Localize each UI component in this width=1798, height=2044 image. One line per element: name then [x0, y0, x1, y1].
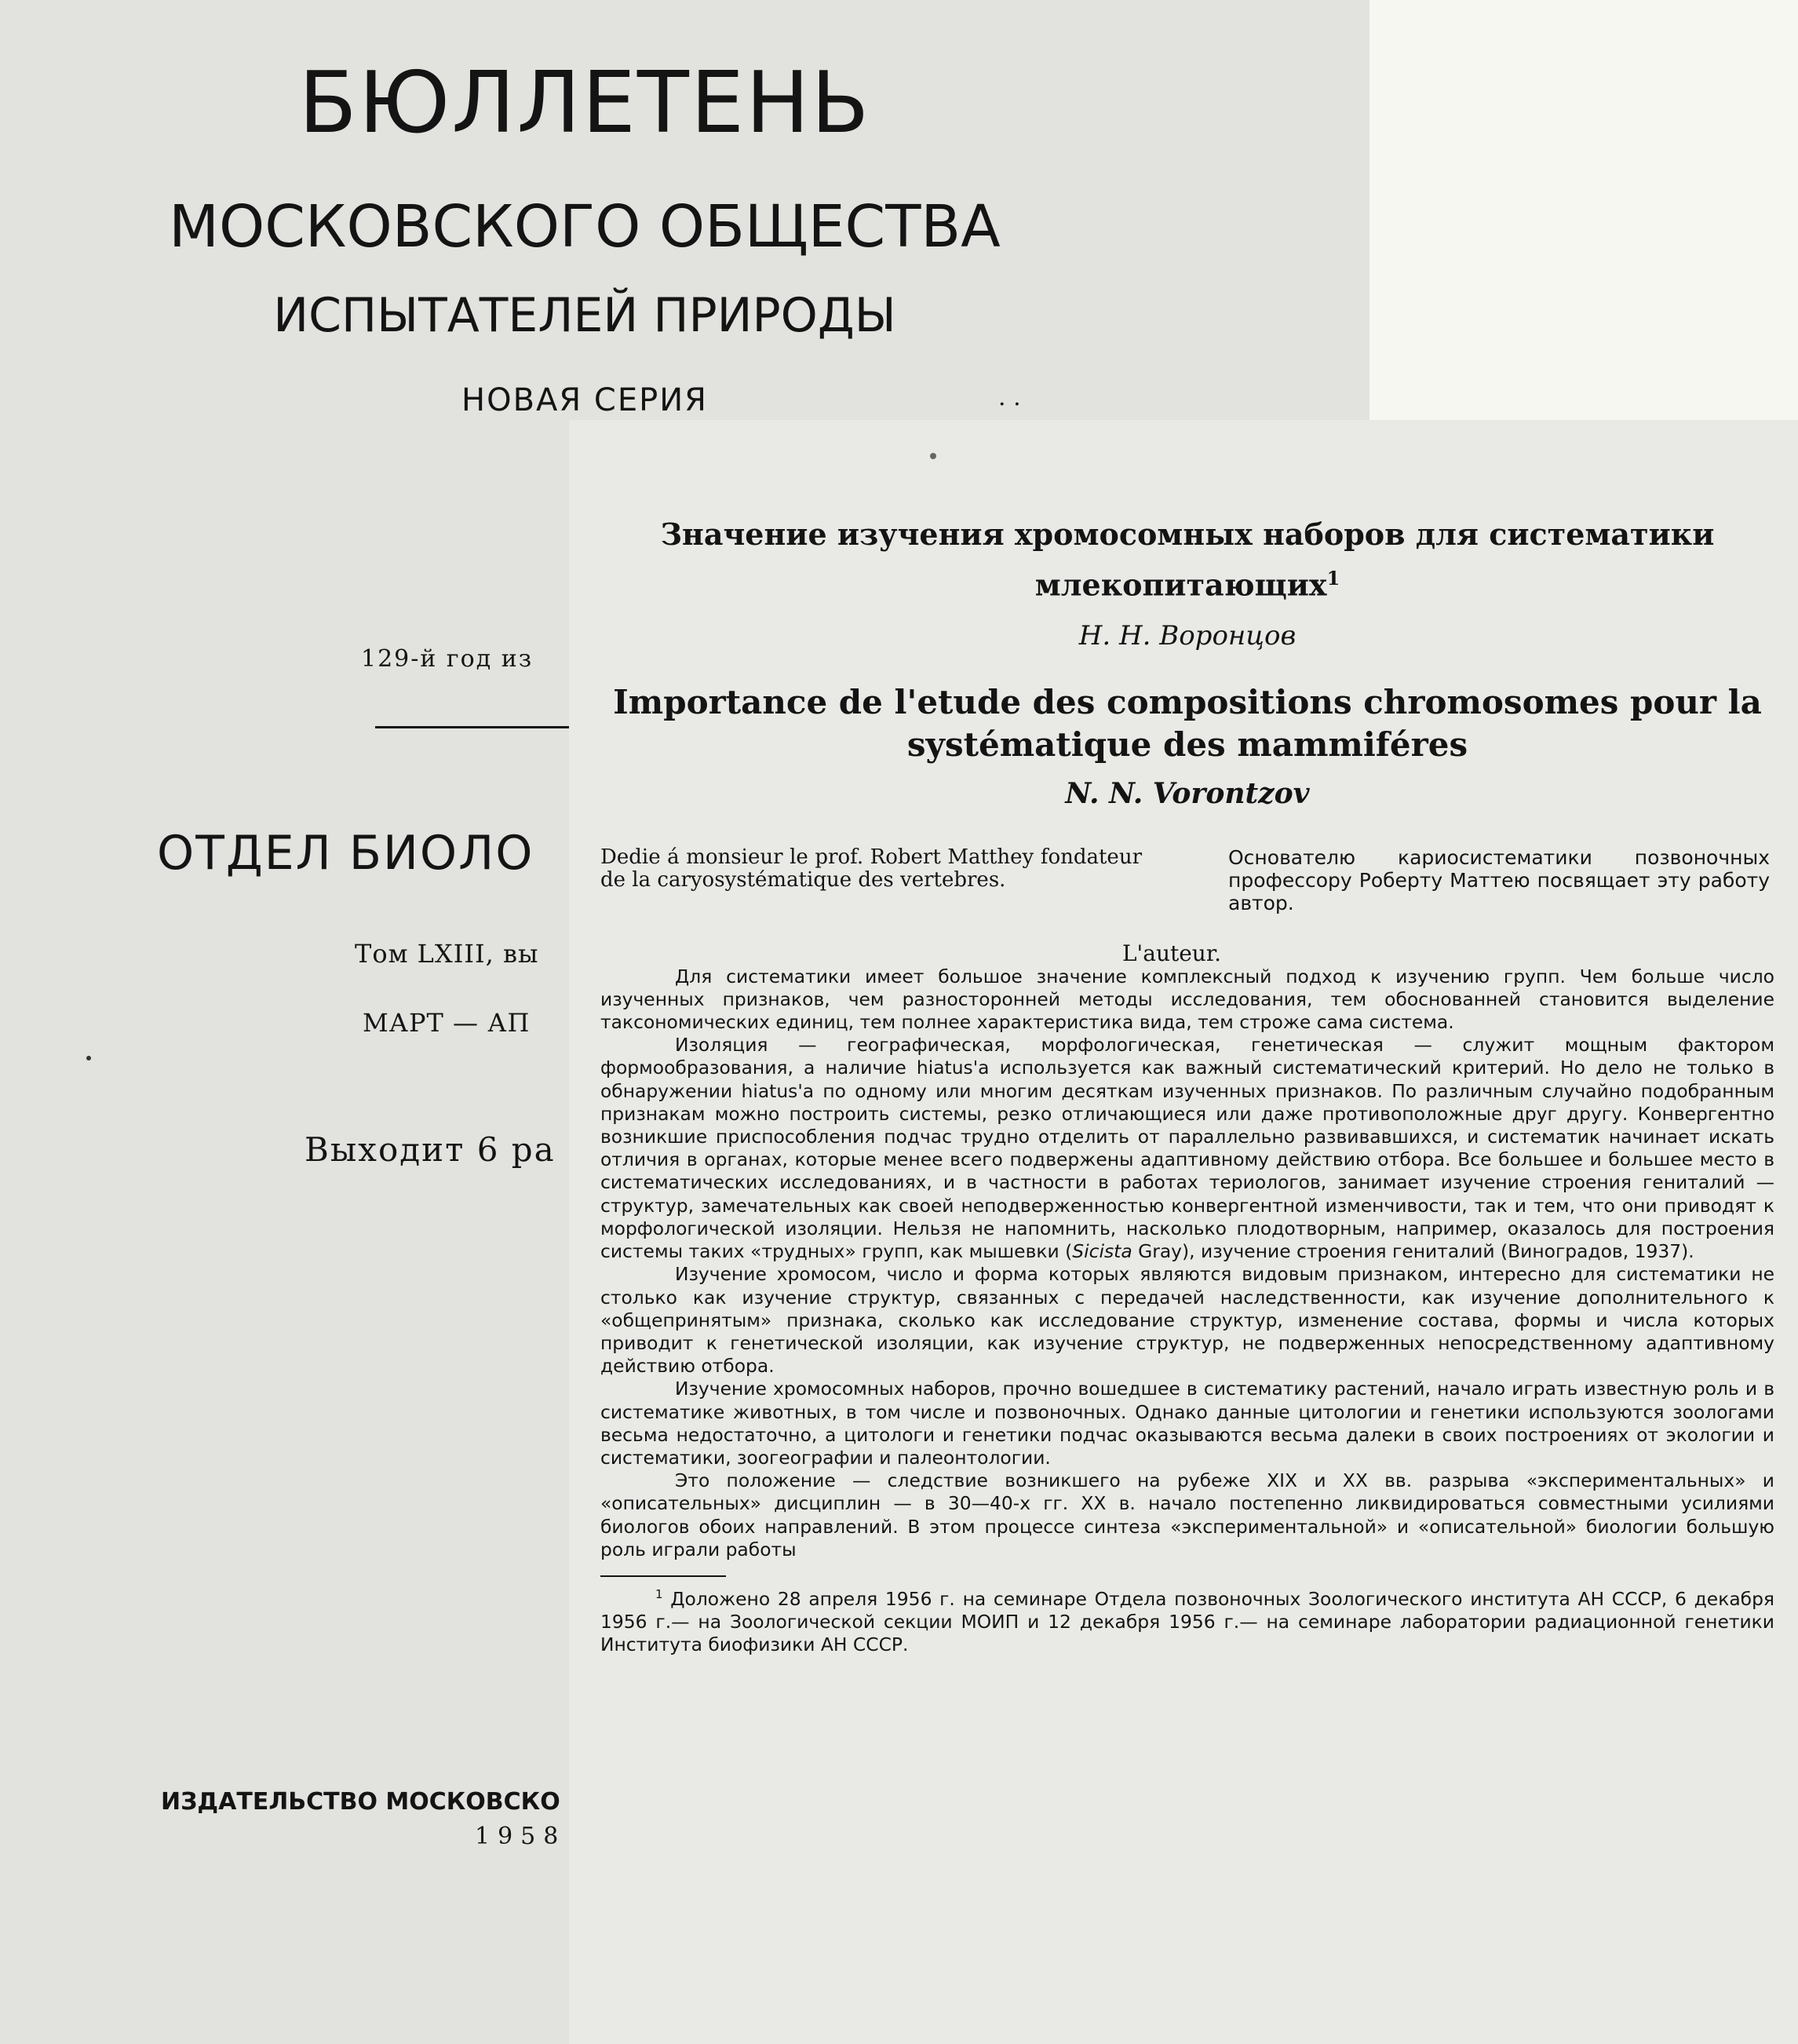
cover-subtitle-society: МОСКОВСКОГО ОБЩЕСТВА: [169, 193, 1001, 261]
footnote-marker: 1: [1326, 567, 1340, 589]
author-french: N. N. Vorontzov: [1065, 776, 1310, 810]
cover-department: ОТДЕЛ БИОЛО: [157, 826, 534, 881]
cover-frequency: Выходит 6 ра: [305, 1130, 556, 1169]
dedication-signature: L'auteur.: [1121, 940, 1222, 966]
footnote-divider: [600, 1575, 726, 1577]
paragraph-5: Это положение — следствие возникшего на рубеже XIX и XX вв. разрыва «экспериментальных» и «описательных» дисциплин — в 30—40-х гг. XX в. начало постепенно ликвидироваться совместными усилиями биологов обоих направлений. В этом процессе синтеза «экспериментальной» и «описательной» биологии большую роль играли работы: [600, 1469, 1774, 1560]
cover-publisher: ИЗДАТЕЛЬСТВО МОСКОВСКО: [161, 1788, 560, 1816]
article-page: [569, 420, 1798, 2044]
scan-speck: [86, 1056, 91, 1060]
footnote: [600, 1583, 1774, 1656]
paragraph-3: Изучение хромосом, число и форма которых являются видовым признаком, интересно для систематики не столько как изучение структур, связанных с передачей наследственности, как изучение дополнительного к «общепринятым» признака, сколько как исследование структур, изменение состава, формы и числа которых приводит к генетической изоляции, как изучение структур, не подверженных непосредственному адаптивному действию отбора.: [600, 1263, 1774, 1378]
scan-specks: · ·: [998, 391, 1021, 418]
paragraph-4: Изучение хромосомных наборов, прочно вошедшее в систематику растений, начало играть известную роль и в систематике животных, в том числе и позвоночных. Однако данные цитологии и генетики используются зоологами весьма недостаточно, а цитологи и генетики подчас оказываются весьма далеки в своих построениях от экологии и систематики, зоогеографии и палеонтологии.: [600, 1378, 1774, 1469]
paragraph-1: Для систематики имеет большое значение комплексный подход к изучению групп. Чем больше число изученных признаков, чем разносторонней методы исследования, тем обоснованней становится выделение таксономических единиц, тем полнее характеристика вида, тем строже сама система.: [600, 965, 1774, 1034]
article-title-russian-text: Значение изучения хромосомных наборов для систематики млекопитающих: [660, 516, 1715, 603]
paragraph-2: [600, 1034, 1774, 1263]
article-title-russian: [600, 513, 1774, 608]
paragraph-2-text-b: Gray), изучение строения гениталий (Виноградов, 1937).: [1132, 1240, 1694, 1263]
article-title-french: Importance de l'etude des compositions chromosomes pour la systématique des mammiféres: [613, 682, 1762, 764]
cover-months: МАРТ — АП: [363, 1008, 531, 1038]
cover-title: БЮЛЛЕТЕНЬ: [298, 54, 871, 152]
cover-volume: Том LXIII, вы: [355, 939, 539, 969]
dedication-french: Dedie á monsieur le prof. Robert Matthey fondateur de la caryosystématique des vertebres.: [600, 845, 1142, 892]
cover-divider: [375, 726, 579, 728]
article-body: [600, 965, 1774, 1561]
cover-publication-year: 1958: [475, 1823, 567, 1850]
footnote-number: 1: [655, 1586, 663, 1601]
paragraph-2-text-a: Изоляция — географическая, морфологическая, генетическая — служит мощным фактором формообразования, а наличие hiatus'а используется как важный систематический критерий. Но дело не только в обнаружении hiatus'а по одному или многим десяткам изученных признаков. По различным случайно подобранным признакам можно построить системы, резко отличающиеся или даже противоположные друг другу. Конвергентно возникшие приспособления подчас трудно отделить от параллельно развивавшихся, и систематик начинает искать отличия в органах, которые менее всего подвержены адаптивному действию отбора. Все большее и большее место в систематических исследованиях, и в частности в работах териологов, занимает изучение строения гениталий — структур, замечательных как своей неподверженностью конвергентной изменчивости, так и тем, что они приводят к морфологической изоляции. Нельзя не напомнить, насколько плодотворным, например, оказалось для построения системы таких «трудных» групп, как мышевки (: [600, 1034, 1774, 1263]
author-russian: Н. Н. Воронцов: [1078, 619, 1297, 652]
cover-subtitle-naturalists: ИСПЫТАТЕЛЕЙ ПРИРОДЫ: [273, 288, 896, 343]
cover-series: НОВАЯ СЕРИЯ: [461, 382, 708, 418]
cover-year-line: 129-й год из: [361, 645, 534, 673]
scan-speck: [930, 453, 936, 459]
genus-name: Sicista: [1072, 1240, 1132, 1263]
dedication-russian: Основателю кариосистематики позвоночных профессору Роберту Маттею посвящает эту работу автор.: [1228, 845, 1770, 914]
footnote-text: Доложено 28 апреля 1956 г. на семинаре Отдела позвоночных Зоологического института АН СССР, 6 декабря 1956 г.— на Зоологической секции МОИП и 12 декабря 1956 г.— на семинаре лаборатории радиационной генетики Института биофизики АН СССР.: [600, 1587, 1774, 1655]
dedication-block: [600, 846, 1774, 942]
